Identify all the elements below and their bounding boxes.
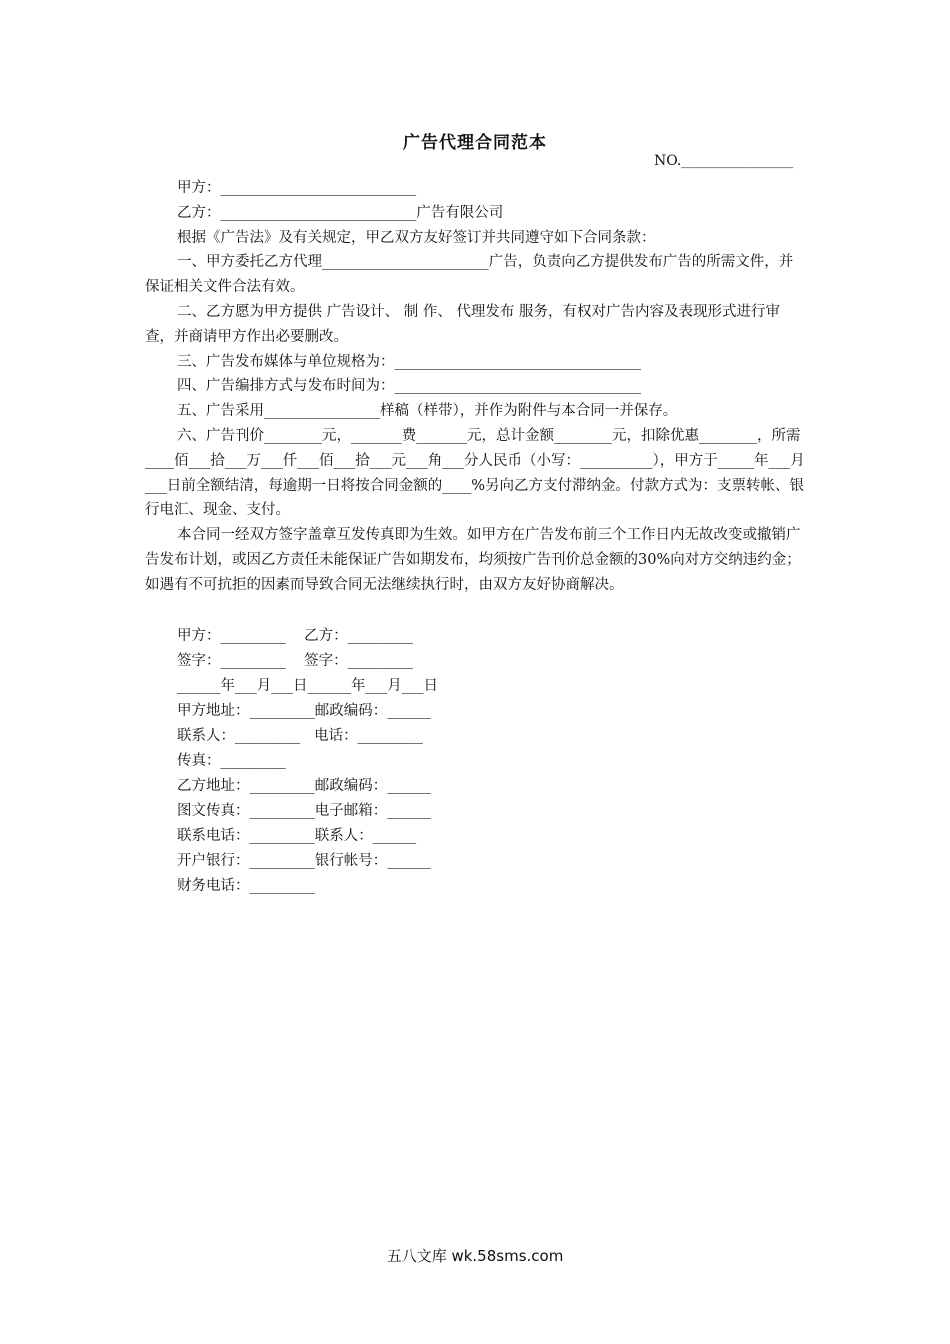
fax-email: 图文传真：_________电子邮箱：______ xyxy=(177,803,431,819)
contract-body xyxy=(145,176,807,598)
contract-number: NO.________________ xyxy=(654,153,794,169)
party-a-line: 甲方：___________________________ xyxy=(177,180,417,196)
footer-watermark: 五八文库 wk.58sms.com xyxy=(386,1247,564,1265)
contact-phone: 联系人：_________ 电话：_________ xyxy=(177,728,423,744)
clause-2: 二、乙方愿为甲方提供 广告设计、 制 作、 代理发布 服务，有权对广告内容及表现形式进行审查，并商请甲方作出必要删改。 xyxy=(145,303,781,345)
signature-signs: 签字：_________ 签字：_________ xyxy=(177,653,413,669)
party-a-address: 甲方地址：_________邮政编码：______ xyxy=(177,703,431,719)
clause-6: 六、广告刊价________元，_______费_______元，总计金额________元，扣除优惠________，所需____佰___拾___万___仟___佰___拾___元___角___分人民币（小写：__________），甲方于_____年___月___日前全额结清，每逾期一日将按合同金额的____%另向乙方支付滞纳金。付款方式为：支票转帐、银行电汇、现金、支付。 xyxy=(145,427,805,519)
bank-info: 开户银行：_________银行帐号：______ xyxy=(177,853,431,869)
clause-4: 四、广告编排方式与发布时间为：__________________________________ xyxy=(177,378,641,395)
contact-line: 联系电话：_________联系人：______ xyxy=(177,828,417,844)
party-b-address: 乙方地址：_________邮政编码：______ xyxy=(177,778,431,794)
clause-5: 五、广告采用________________样稿（样带），并作为附件与本合同一并保存。 xyxy=(177,403,678,420)
clause-3: 三、广告发布媒体与单位规格为：__________________________________ xyxy=(177,353,641,370)
party-b-line: 乙方：___________________________广告有限公司 xyxy=(177,204,504,221)
effectiveness-clause: 本合同一经双方签字盖章互发传真即为生效。如甲方在广告发布前三个工作日内无故改变或撤销广告发布计划，或因乙方责任未能保证广告如期发布，均须按广告刊价总金额的30%向对方交纳违约金；如遇有不可抗拒的因素而导致合同无法继续执行时，由双方友好协商解决。 xyxy=(145,527,801,593)
preamble: 根据《广告法》及有关规定，甲乙双方友好签订并共同遵守如下合同条款： xyxy=(177,229,656,246)
signature-dates: ______年___月___日______年___月___日 xyxy=(177,678,438,694)
clause-1: 一、甲方委托乙方代理_______________________广告，负责向乙方提供发布广告的所需文件，并保证相关文件合法有效。 xyxy=(145,254,794,296)
signature-parties: 甲方：_________ 乙方：_________ xyxy=(177,628,413,644)
fax: 传真：_________ xyxy=(177,753,286,769)
finance-phone: 财务电话：_________ xyxy=(177,878,315,894)
document-title: 广告代理合同范本 xyxy=(403,133,547,153)
signature-block xyxy=(177,624,438,899)
